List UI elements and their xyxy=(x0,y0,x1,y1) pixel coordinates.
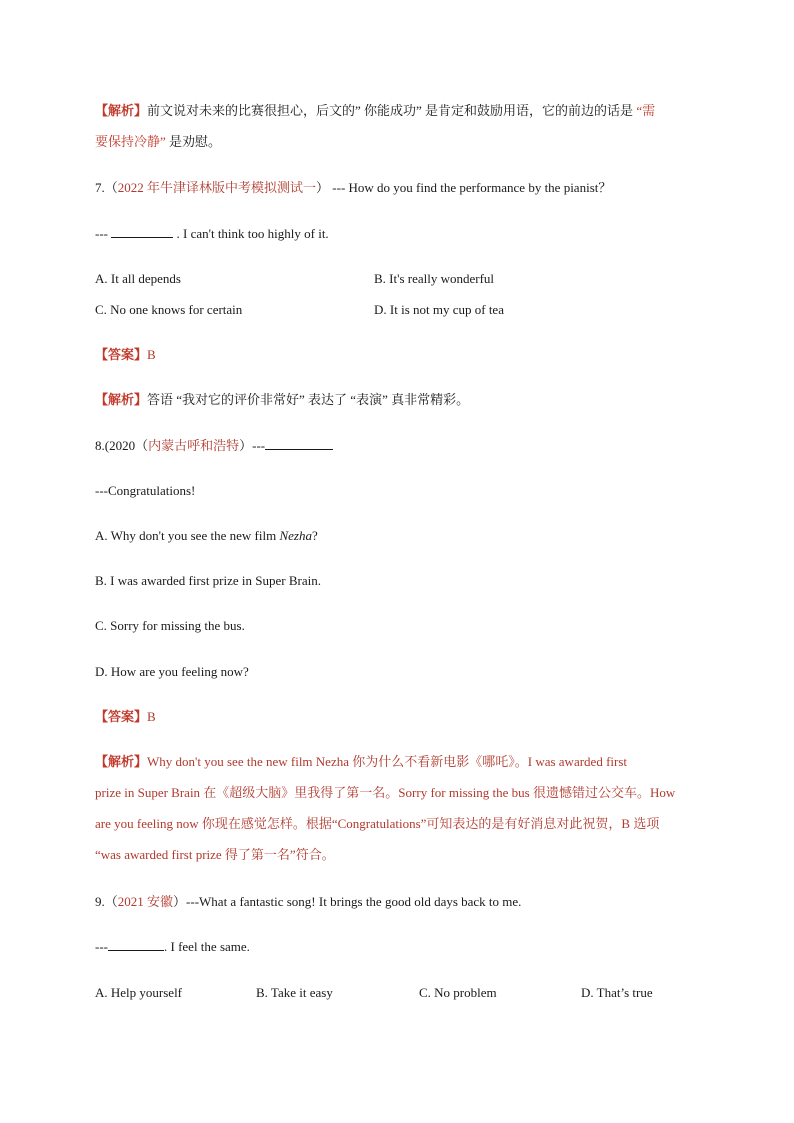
q8-option-a: A. Why don't you see the new film Nezha? xyxy=(95,528,318,543)
analysis-highlight: “需 xyxy=(636,103,656,118)
q9-option-b: B. Take it easy xyxy=(256,985,333,1000)
q8-answer-value: B xyxy=(147,709,156,724)
q8-answer: 【答案】B xyxy=(95,709,156,724)
answer-blank xyxy=(111,225,173,238)
q6-analysis xyxy=(95,95,705,157)
analysis-highlight-cont: 要保持冷静” xyxy=(95,134,166,149)
q7-source: 2022 年牛津译林版中考模拟测试一 xyxy=(117,180,317,195)
q8-analysis: 【解析】Why don't you see the new film Nezha 你为什么不看新电影《哪吒》。I was awarded first prize in Super Brain 在《超级大脑》里我得了第一名。Sorry for missing the bus 很遗憾错过公交车。How are you feeling now 你现在感觉怎样。根据“Congratulations”可知表达的是有好消息对此祝贺，B 选项 “was awarded first prize 得了第一名”符合。 xyxy=(95,754,676,862)
analysis-text-cont: 是劝慰。 xyxy=(165,134,222,149)
q8-question: 8.(2020（内蒙古呼和浩特）--- xyxy=(95,437,333,455)
q8-reply: ---Congratulations! xyxy=(95,483,196,498)
q8-source: 内蒙古呼和浩特 xyxy=(148,438,240,453)
q7-answer-value: B xyxy=(147,347,156,362)
q7-analysis: 【解析】答语 “我对它的评价非常好” 表达了 “表演” 真非常精彩。 xyxy=(95,392,470,407)
q8-option-b: B. I was awarded first prize in Super Brain. xyxy=(95,573,321,588)
q9-option-d: D. That’s true xyxy=(581,985,653,1000)
q8-option-d: D. How are you feeling now? xyxy=(95,664,249,679)
q9-option-c: C. No problem xyxy=(419,985,497,1000)
q7-analysis-text: 答语 “我对它的评价非常好” 表达了 “表演” 真非常精彩。 xyxy=(147,392,470,407)
analysis-tag: 【解析】 xyxy=(95,103,148,118)
q9-reply: --- . I feel the same. xyxy=(95,939,250,954)
q7-option-c: C. No one knows for certain xyxy=(95,302,243,317)
q9-question-text: ---What a fantastic song! It brings the good old days back to me. xyxy=(186,894,522,909)
q7-question: 7.（2022 年牛津译林版中考模拟测试一） --- How do you find the performance by the pianist？ xyxy=(95,180,612,195)
q9-source: 2021 安徽 xyxy=(117,894,174,909)
q7-option-d: D. It is not my cup of tea xyxy=(374,302,504,317)
q7-answer: 【答案】B xyxy=(95,347,156,362)
analysis-text: 前文说对未来的比赛很担心，后文的” 你能成功” 是肯定和鼓励用语，它的前边的话是 xyxy=(147,103,637,118)
q9-option-a: A. Help yourself xyxy=(95,985,183,1000)
q7-option-b: B. It's really wonderful xyxy=(374,271,495,286)
q9-question: 9.（2021 安徽）---What a fantastic song! It brings the good old days back to me. xyxy=(95,894,522,909)
q7-option-a: A. It all depends xyxy=(95,271,181,286)
answer-blank xyxy=(265,437,333,450)
q8-option-c: C. Sorry for missing the bus. xyxy=(95,618,245,633)
answer-blank xyxy=(108,938,164,951)
q7-reply: --- . I can't think too highly of it. xyxy=(95,226,329,241)
q7-question-text: --- How do you find the performance by the pianist？ xyxy=(329,180,612,195)
